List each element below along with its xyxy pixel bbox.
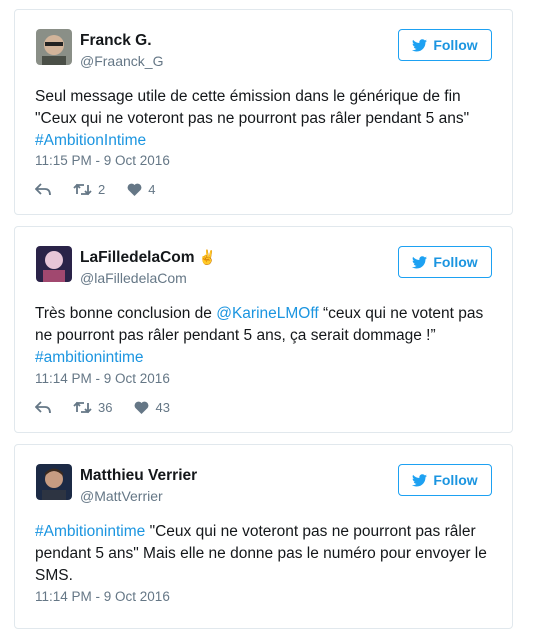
display-name-text: LaFilledelaCom [80, 249, 195, 266]
follow-label: Follow [433, 472, 478, 488]
tweet-text-part: "Ceux qui ne voteront pas ne pourront pas râler pendant 5 ans" Mais elle ne donne pas le numéro pour envoyer le SMS. [35, 523, 487, 584]
user-handle[interactable]: @MattVerrier [80, 488, 163, 504]
heart-icon [134, 401, 149, 414]
like-button[interactable] [127, 182, 155, 197]
hashtag-link[interactable]: #ambitionintime [35, 349, 144, 366]
avatar[interactable] [36, 246, 72, 282]
bird-icon [412, 256, 427, 269]
follow-button[interactable] [398, 464, 492, 496]
timestamp[interactable]: 11:14 PM - 9 Oct 2016 [35, 371, 170, 386]
tweet-text-part: Très bonne conclusion de [35, 305, 217, 322]
like-button[interactable] [134, 400, 169, 415]
tweet-card [14, 226, 513, 433]
reply-button[interactable] [35, 183, 51, 196]
follow-button[interactable] [398, 29, 492, 61]
tweet-actions [35, 182, 177, 197]
mention-link[interactable]: @KarineLMOff [216, 305, 319, 322]
tweet-text [35, 86, 498, 152]
avatar[interactable] [36, 464, 72, 500]
heart-icon [127, 183, 142, 196]
bird-icon [412, 474, 427, 487]
retweet-icon [73, 183, 92, 196]
user-handle[interactable]: @laFilledelaCom [80, 270, 187, 286]
like-count: 4 [148, 182, 156, 197]
bird-icon [412, 39, 427, 52]
tweet-text [35, 303, 498, 369]
retweet-button[interactable] [73, 400, 112, 415]
reply-icon [35, 183, 51, 196]
display-name[interactable]: Matthieu Verrier [80, 467, 198, 484]
tweet-text-part: “ceux qui ne votent pas ne pourront pas râler pendant 5 ans, ça serait dommage !” [35, 305, 484, 344]
reply-icon [35, 401, 51, 414]
tweet-actions [35, 400, 192, 415]
user-handle[interactable]: @Fraanck_G [80, 53, 164, 69]
reply-button[interactable] [35, 401, 51, 414]
tweet-text [35, 521, 498, 587]
retweet-button[interactable] [73, 182, 105, 197]
hashtag-link[interactable]: #Ambitionintime [35, 523, 146, 540]
avatar[interactable] [36, 29, 72, 65]
timestamp[interactable]: 11:15 PM - 9 Oct 2016 [35, 153, 170, 168]
victory-hand-emoji: ✌ [198, 249, 217, 265]
follow-button[interactable] [398, 246, 492, 278]
display-name[interactable]: Franck G. [80, 32, 152, 49]
like-count: 43 [155, 400, 170, 415]
timestamp[interactable]: 11:14 PM - 9 Oct 2016 [35, 589, 170, 604]
tweet-text-part: Seul message utile de cette émission dans le générique de fin "Ceux qui ne voteront pas ne pourront pas râler pendant 5 ans" [35, 88, 470, 127]
tweet-card [14, 9, 513, 215]
follow-label: Follow [433, 254, 478, 270]
tweet-card [14, 444, 513, 629]
retweet-count: 2 [98, 182, 106, 197]
retweet-icon [73, 401, 92, 414]
retweet-count: 36 [98, 400, 113, 415]
hashtag-link[interactable]: #AmbitionIntime [35, 132, 147, 149]
follow-label: Follow [433, 37, 478, 53]
display-name[interactable] [80, 249, 216, 267]
